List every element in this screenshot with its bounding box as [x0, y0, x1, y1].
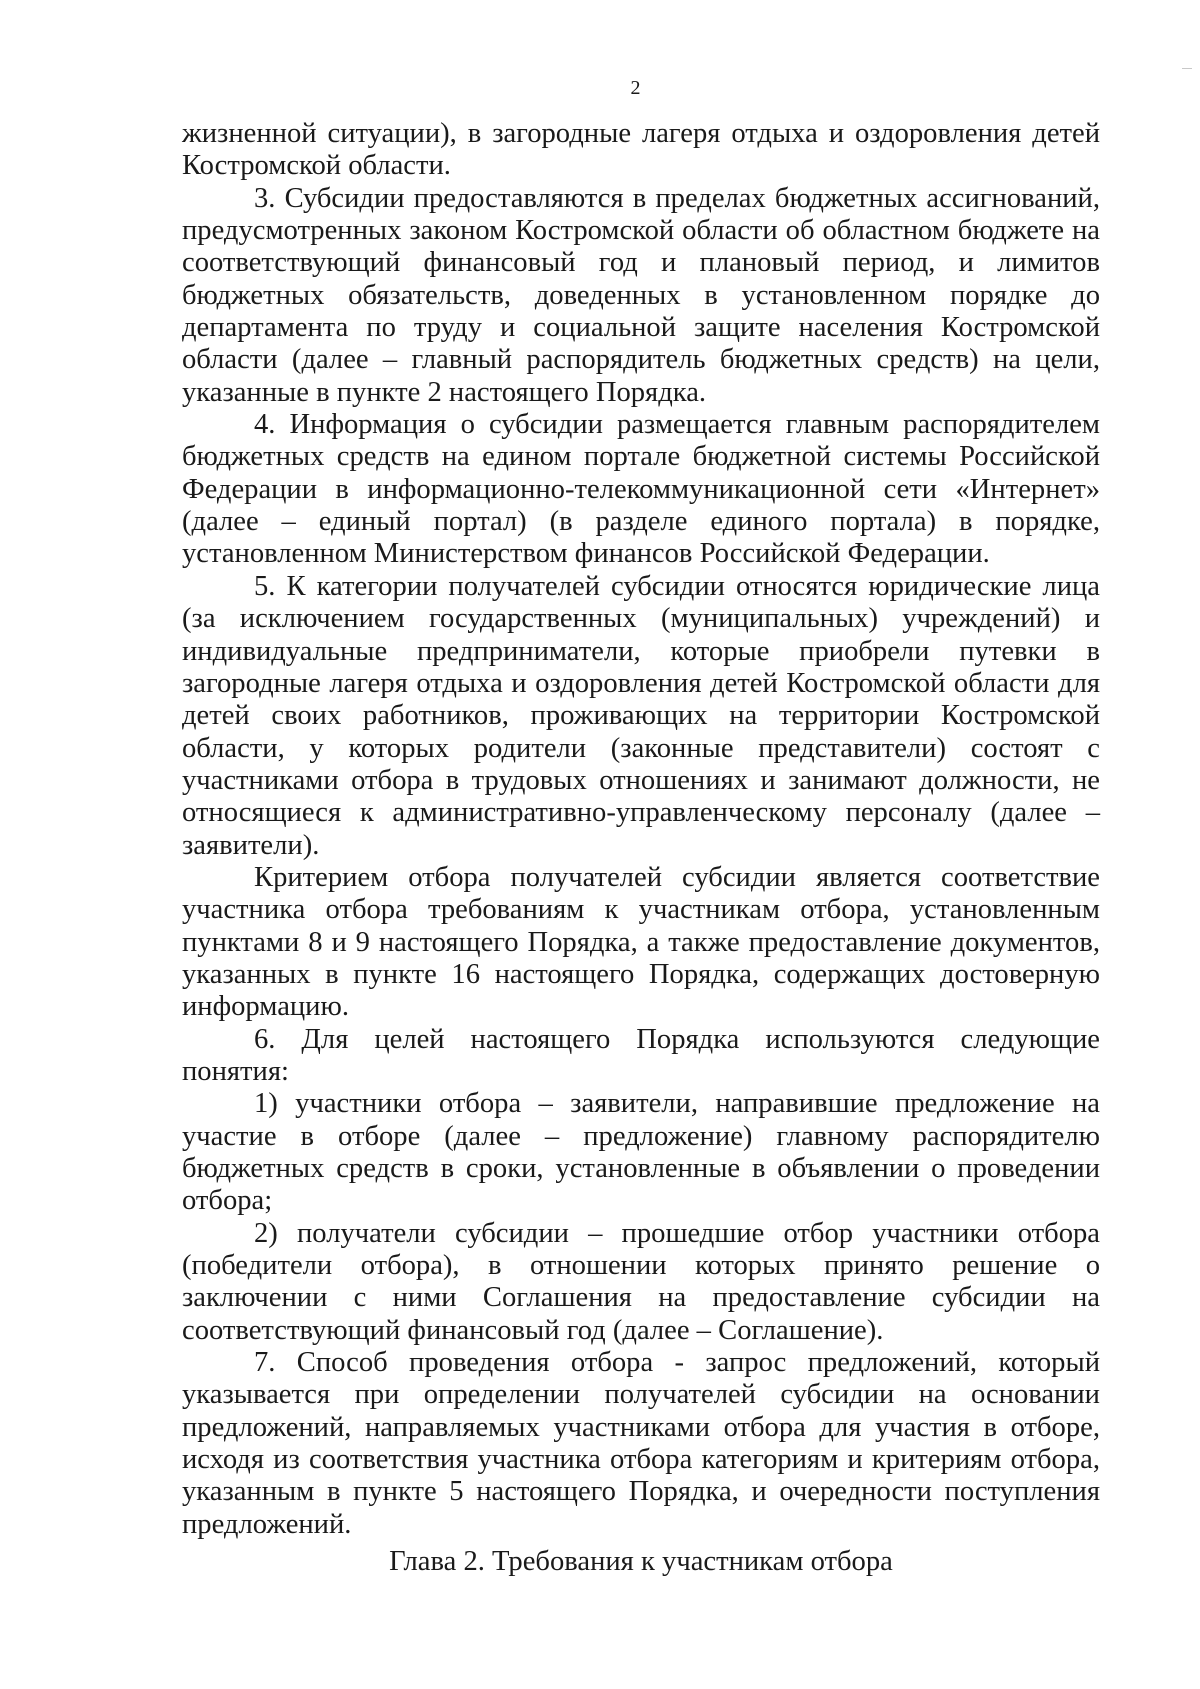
paragraph-item-5: 5. К категории получателей субсидии относятся юридические лица (за исключением государственных (муниципальных) учреждений) и индивидуальные предприниматели, которые приобрели путевки в загородные лагеря отдыха и оздоровления детей Костромской области для детей своих работников, проживающих на территории Костромской области, у которых родители (законные представители) состоят с участниками отбора в трудовых отношениях и занимают должности, не относящиеся к административно-управленческому персоналу (далее – заявители).: [182, 570, 1100, 861]
paragraph-item-6: 6. Для целей настоящего Порядка используются следующие понятия:: [182, 1023, 1100, 1087]
paragraph-item-7: 7. Способ проведения отбора - запрос предложений, который указывается при определении получателей субсидии на основании предложений, направляемых участниками отбора для участия в отборе, исходя из соответствия участника отбора категориям и критериям отбора, указанным в пункте 5 настоящего Порядка, и очередности поступления предложений.: [182, 1347, 1100, 1540]
paragraph-item-4: 4. Информация о субсидии размещается главным распорядителем бюджетных средств на едином портале бюджетной системы Российской Федерации в информационно-телекоммуникационной сети «Интернет» (далее – единый портал) (в разделе единого портала) в порядке, установленном Министерством финансов Российской Федерации.: [182, 409, 1100, 570]
document-body: [182, 118, 1100, 1541]
paragraph-selection-criterion: Критерием отбора получателей субсидии является соответствие участника отбора требованиям к участникам отбора, установленным пунктами 8 и 9 настоящего Порядка, а также предоставление документов, указанных в пункте 16 настоящего Порядка, содержащих достоверную информацию.: [182, 861, 1100, 1023]
paragraph-continuation: жизненной ситуации), в загородные лагеря отдыха и оздоровления детей Костромской области.: [182, 118, 1100, 182]
scan-edge-mark: [1182, 68, 1192, 69]
page-number: 2: [630, 77, 641, 99]
paragraph-item-6-2: 2) получатели субсидии – прошедшие отбор участники отбора (победители отбора), в отношении которых принято решение о заключении с ними Соглашения на предоставление субсидии на соответствующий финансовый год (далее – Соглашение).: [182, 1217, 1100, 1346]
paragraph-item-3: 3. Субсидии предоставляются в пределах бюджетных ассигнований, предусмотренных законом Костромской области об областном бюджете на соответствующий финансовый год и плановый период, и лимитов бюджетных обязательств, доведенных в установленном порядке до департамента по труду и социальной защите населения Костромской области (далее – главный распорядитель бюджетных средств) на цели, указанные в пункте 2 настоящего Порядка.: [182, 182, 1100, 408]
chapter-heading: Глава 2. Требования к участникам отбора: [389, 1546, 893, 1577]
paragraph-item-6-1: 1) участники отбора – заявители, направившие предложение на участие в отборе (далее – предложение) главному распорядителю бюджетных средств в сроки, установленные в объявлении о проведении отбора;: [182, 1088, 1100, 1217]
